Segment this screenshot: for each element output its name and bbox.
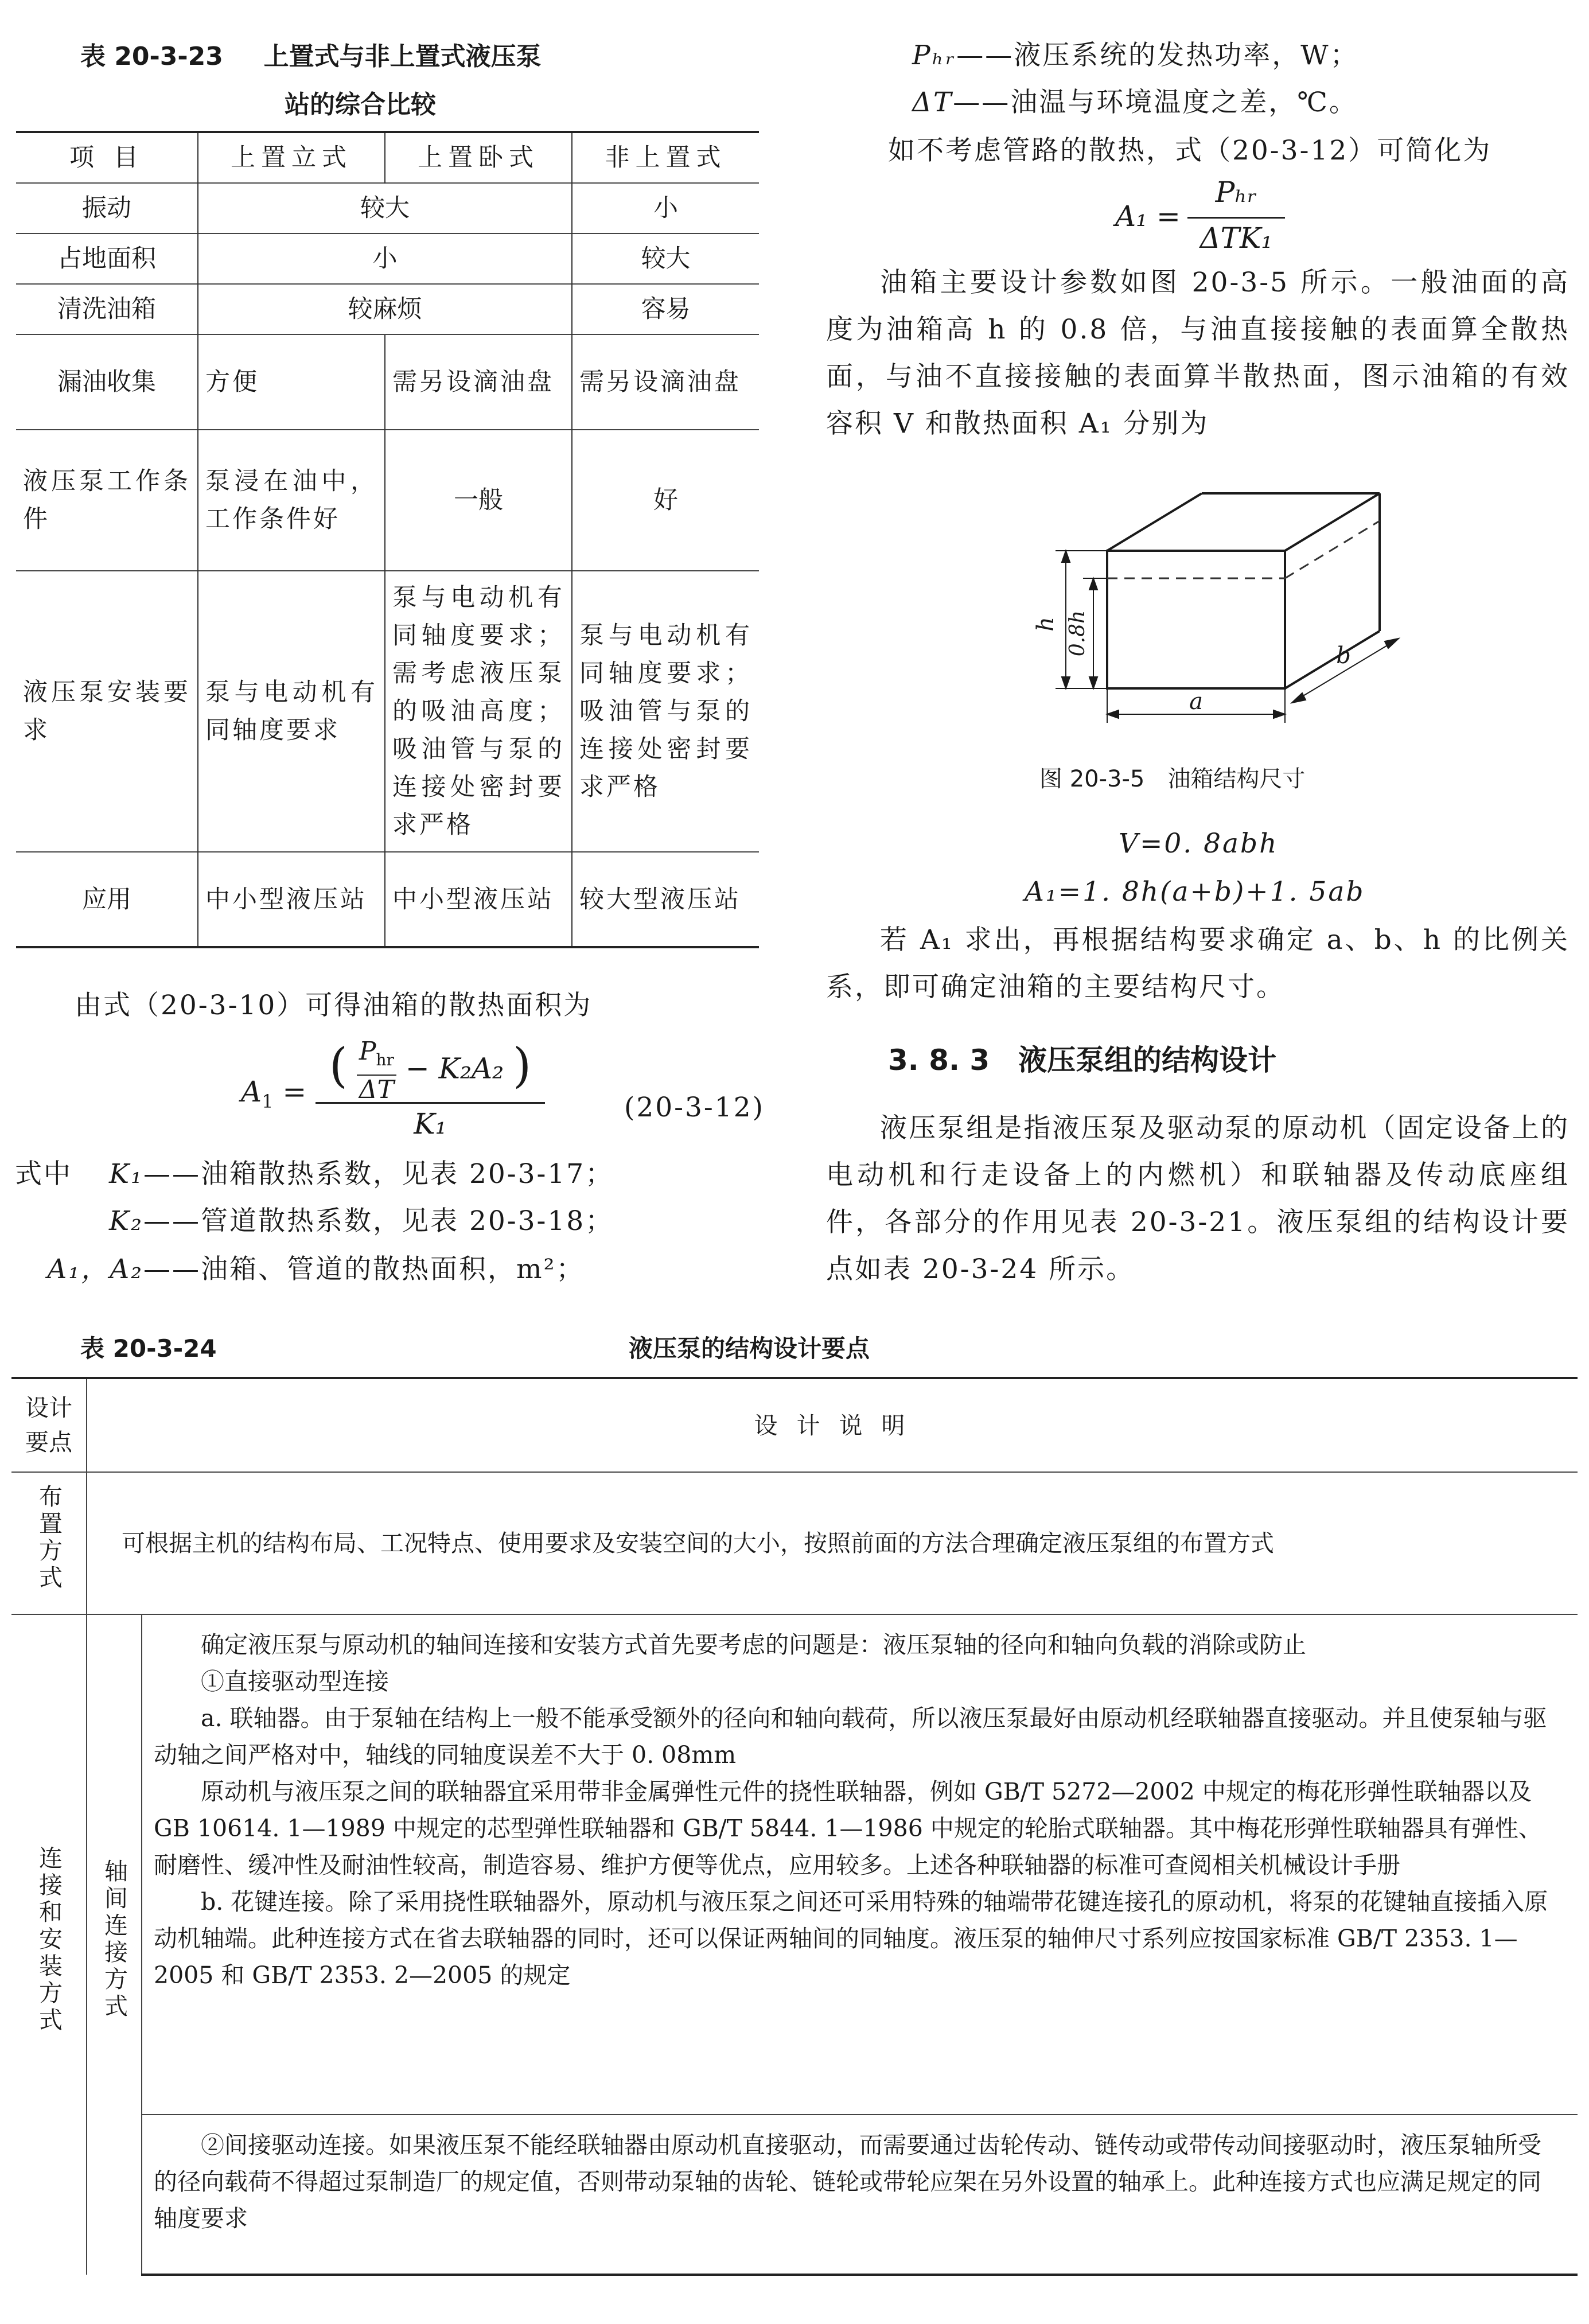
def-symbol: Pₕᵣ [912, 40, 957, 71]
section-title: 3. 8. 3 液压泵组的结构设计 [888, 1044, 1277, 1077]
cell-nonupper: 好 [572, 430, 759, 571]
eq-P: P [359, 1037, 376, 1066]
row-layout-text: 可根据主机的结构布局、工况特点、使用要求及安装空间的大小，按照前面的方法合理确定液压泵组的布置方式 [87, 1472, 1578, 1614]
table24-header-row [11, 1378, 1578, 1472]
where-label: 式中 [15, 1158, 72, 1190]
connection-spline: b. 花键连接。除了采用挠性联轴器外，原动机与液压泵之间还可采用特殊的轴端带花键连接孔的原动机，将泵的花键轴直接插入原动机轴端。此种连接方式在省去联轴器的同时，还可以保证两轴间的同轴度。液压泵的轴伸尺寸系列应按国家标准 GB/T 2353. 1—2005 和 GB/T 2353. 2—2005 的规定 [154, 1888, 1548, 1989]
row-label: 液压泵工作条件 [16, 430, 198, 571]
table23-title-line2: 站的综合比较 [285, 90, 436, 119]
cell-nonupper: 较大型液压站 [572, 852, 759, 947]
cell-horizontal: 一般 [385, 430, 572, 571]
cell-nonupper: 泵与电动机有同轴度要求；吸油管与泵的连接处密封要求严格 [572, 571, 759, 852]
row-connection-indirect [142, 2115, 1578, 2275]
def-text: ——油温与环境温度之差，℃。 [953, 87, 1358, 118]
table24-number: 表 20-3-24 [80, 1334, 217, 1363]
cell-nonupper: 小 [572, 183, 759, 233]
label-0.8h: 0.8h [1066, 610, 1089, 657]
cell-nonupper: 较大 [572, 233, 759, 284]
tank-bottom-right-edge [1285, 631, 1380, 688]
table23-row-vibration [16, 183, 759, 233]
table24-row-indirect [11, 2115, 1578, 2275]
def-text: ——油箱散热系数，见表 20-3-17； [143, 1158, 614, 1190]
cell-vertical: 中小型液压站 [198, 852, 385, 947]
eq2-denominator: ΔTK₁ [1199, 221, 1273, 255]
right-paragraph-3: 液压泵组是指液压泵及驱动泵的原动机（固定设备上的电动机和行走设备上的内燃机）和联轴器及传动底座组件，各部分的作用见表 20-3-21。液压泵组的结构设计要点如表 20-3-24 所示。 [826, 1112, 1569, 1285]
eq-lhs [241, 1075, 306, 1112]
eq-equals: = [282, 1075, 307, 1108]
table23-row-leak [16, 334, 759, 430]
def-symbol: ΔT [912, 87, 953, 118]
tank-front-face [1107, 551, 1285, 688]
eq-lhs-A: A [241, 1075, 262, 1108]
connection-elastic-coupling: 原动机与液压泵之间的联轴器宜采用带非金属弹性元件的挠性联轴器，例如 GB/T 5272—2002 中规定的梅花形弹性联轴器以及 GB 10614. 1—1989 中规定的芯型弹性联轴器和 GB/T 5844. 1—1986 中规定的轮胎式联轴器。其中梅花形弹性联轴器具有弹性、耐磨性、缓冲性及耐油性较高，制造容易、维护方便等优点，应用较多。上述各种联轴器的标准可查阅相关机械设计手册 [154, 1778, 1542, 1879]
row-connection-sublabel [87, 1614, 142, 2275]
table23-number: 表 20-3-23 [80, 42, 223, 71]
right-paragraph-1: 油箱主要设计参数如图 20-3-5 所示。一般油面的高度为油箱高 h 的 0.8 倍，与油直接接触的表面算全散热面，与油不直接接触的表面算半散热面，图示油箱的有效容积 V 和散热面积 A₁ 分别为 [826, 267, 1569, 439]
table23-title-line1: 上置式与非上置式液压泵 [263, 42, 542, 71]
equation-simplified [1115, 176, 1287, 262]
right-simplify: 如不考虑管路的散热，式（20-3-12）可简化为 [888, 135, 1492, 166]
table24 [11, 1377, 1578, 2276]
equation-area: A₁=1. 8h(a+b)+1. 5ab [1025, 876, 1365, 908]
row-label: 振动 [16, 183, 198, 233]
eq2-numerator: Pₕᵣ [1215, 176, 1257, 209]
table23-row-install [16, 571, 759, 852]
def-text: ——管道散热系数，见表 20-3-18； [143, 1205, 614, 1237]
cell-vertical: 泵浸在油中，工作条件好 [198, 430, 385, 571]
connection-direct-heading: ①直接驱动型连接 [201, 1668, 389, 1695]
cell-upper: 小 [198, 233, 572, 284]
cell-nonupper: 容易 [572, 284, 759, 334]
tank-top-right-edge [1285, 493, 1380, 551]
row-connection-label [11, 1614, 87, 2275]
tank-top-left-edge [1107, 493, 1202, 551]
cell-horizontal: 中小型液压站 [385, 852, 572, 947]
table23-header-item: 项 目 [16, 132, 198, 183]
row-label: 液压泵安装要求 [16, 571, 198, 852]
row-label: 占地面积 [16, 233, 198, 284]
cell-upper: 较大 [198, 183, 572, 233]
figure-caption: 图 20-3-5 油箱结构尺寸 [1039, 766, 1306, 792]
row-layout-label [11, 1472, 87, 1614]
row-connection-label-text: 连接和安装方式 [35, 1845, 63, 2034]
table24-header-col1 [11, 1378, 87, 1472]
equation-volume: V=0. 8abh [1119, 828, 1279, 859]
table23-header-row [16, 132, 759, 183]
table23-row-cleaning [16, 284, 759, 334]
table23-row-application [16, 852, 759, 947]
cell-upper: 较麻烦 [198, 284, 572, 334]
oil-tank-figure [998, 482, 1423, 746]
eq-deltaT: ΔT [357, 1075, 396, 1104]
label-b: b [1336, 643, 1351, 669]
eq-K2A2: K₂A₂ [438, 1052, 504, 1085]
right-def-2 [912, 79, 1358, 126]
eq-fraction-bar [316, 1102, 545, 1104]
def-symbol: K₁ [109, 1158, 143, 1190]
table23-header-horizontal: 上置卧式 [385, 132, 572, 183]
eq-lhs-sub: 1 [262, 1091, 274, 1112]
eq2-lhs: A₁ = [1115, 200, 1181, 233]
eq-numerator: ( $P_{hr}$ ΔT − K₂A₂ ) [329, 1037, 532, 1104]
table23-caption-line1 [80, 36, 542, 72]
table24-row-connection [11, 1614, 1578, 2115]
connection-intro: 确定液压泵与原动机的轴间连接和安装方式首先要考虑的问题是：液压泵轴的径向和轴向负载的消除或防止 [201, 1631, 1306, 1659]
cell-vertical: 方便 [198, 334, 385, 430]
table24-row-layout [11, 1472, 1578, 1614]
eq-hr: hr [376, 1050, 394, 1069]
eq-denominator: K₁ [414, 1107, 447, 1140]
equation-20-3-12 [241, 1037, 562, 1152]
table24-title: 液压泵的结构设计要点 [629, 1334, 870, 1363]
table23-row-area [16, 233, 759, 284]
oil-level-side-dashed [1285, 521, 1380, 578]
cell-horizontal: 需另设滴油盘 [385, 334, 572, 430]
table23 [16, 131, 759, 948]
eq-number: (20-3-12) [624, 1092, 765, 1123]
connection-coupling: a. 联轴器。由于泵轴在结构上一般不能承受额外的径向和轴向载荷，所以液压泵最好由原动机经联轴器直接驱动。并且使泵轴与驱动轴之间严格对中，轴线的同轴度误差不大于 0. 08mm [154, 1704, 1547, 1769]
table23-row-work [16, 430, 759, 571]
right-paragraph-2: 若 A₁ 求出，再根据结构要求确定 a、b、h 的比例关系，即可确定油箱的主要结构尺寸。 [826, 924, 1569, 1003]
table24-header-col2: 设 计 说 明 [87, 1378, 1578, 1472]
label-h: h [1033, 617, 1059, 632]
row-connection-direct [142, 1614, 1578, 2115]
label-a: a [1189, 688, 1203, 715]
cell-horizontal: 泵与电动机有同轴度要求；需考虑液压泵的吸油高度；吸油管与泵的连接处密封要求严格 [385, 571, 572, 852]
row-label: 应用 [16, 852, 198, 947]
def-text: ——油箱、管道的散热面积，m²； [143, 1254, 585, 1285]
def-text: ——液压系统的发热功率，W； [956, 40, 1359, 71]
table23-header-nonupper: 非上置式 [572, 132, 759, 183]
right-def-1 [912, 32, 1359, 79]
left-intro: 由式（20-3-10）可得油箱的散热面积为 [75, 990, 593, 1021]
eq-minus: − [405, 1052, 430, 1085]
def-symbol: K₂ [109, 1205, 143, 1237]
row-connection-sublabel-text: 轴间连接方式 [100, 1859, 128, 2021]
eq2-fraction-bar [1187, 217, 1285, 219]
row-label: 清洗油箱 [16, 284, 198, 334]
header-col1-text: 设计要点 [25, 1393, 72, 1456]
cell-vertical: 泵与电动机有同轴度要求 [198, 571, 385, 852]
connection-indirect: ②间接驱动连接。如果液压泵不能经联轴器由原动机直接驱动，而需要通过齿轮传动、链传动或带传动间接驱动时，液压泵轴所受的径向载荷不得超过泵制造厂的规定值，否则带动泵轴的齿轮、链轮或带轮应架在另外设置的轴承上。此种连接方式也应满足规定的同轴度要求 [154, 2131, 1541, 2232]
table23-header-vertical: 上置立式 [198, 132, 385, 183]
row-label: 漏油收集 [16, 334, 198, 430]
cell-nonupper: 需另设滴油盘 [572, 334, 759, 430]
row-layout-label-text: 布置方式 [35, 1484, 63, 1592]
def-symbol: A₁，A₂ [47, 1254, 143, 1285]
